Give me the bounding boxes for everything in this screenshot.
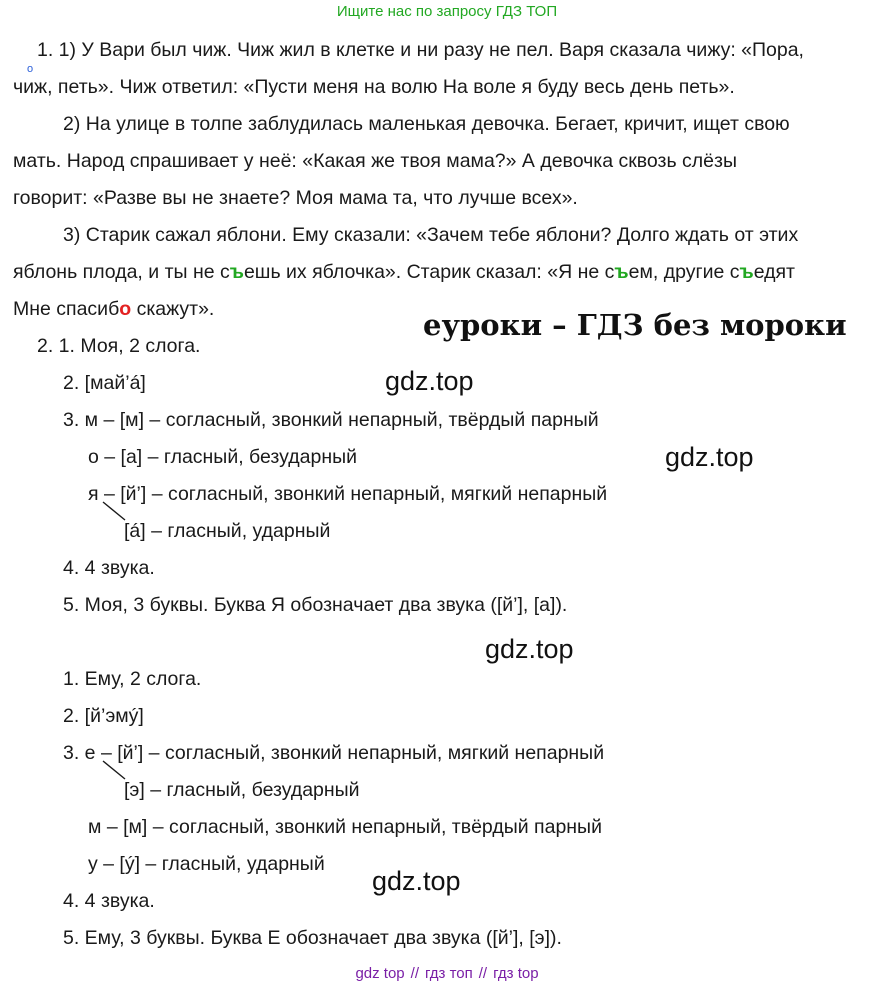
ex1-p1-line1: 1. 1) У Вари был чиж. Чиж жил в клетке и ни разу не пел. Варя сказала чижу: «Пора, [37, 39, 804, 61]
small-circle-mark: o [27, 63, 34, 75]
ex2-w2-line4: [э] – гласный, безударный [124, 779, 360, 801]
ex1-p3-line1: 3) Старик сажал яблони. Ему сказали: «Зачем тебе яблони? Долго ждать от этих [63, 224, 799, 246]
footer-separator: // [410, 965, 419, 982]
highlight-hard-sign: ъ [229, 261, 244, 283]
footer-separator: // [478, 965, 488, 982]
ex2-w2-line8: 5. Ему, 3 буквы. Буква Е обозначает два звука ([й’], [э]). [63, 927, 562, 949]
footer-link-gdz-top-ru[interactable]: гдз топ [425, 965, 473, 982]
watermark: gdz.top [372, 866, 461, 896]
ex1-p2-line3: говорит: «Разве вы не знаете? Моя мама та, что лучше всех». [13, 187, 578, 209]
ex1-p3-line3: Мне спасибо скажут». [13, 298, 215, 320]
ex1-p2-line2: мать. Народ спрашивает у неё: «Какая же твоя мама?» А девочка сквозь слёзы [13, 150, 737, 172]
ex2-w1-line6: [á] – гласный, ударный [124, 520, 331, 542]
ex2-w1-line7: 4. 4 звука. [63, 557, 155, 579]
ex2-w1-line5: я – [й’] – согласный, звонкий непарный, мягкий непарный [88, 483, 608, 505]
ex1-p2-line1: 2) На улице в толпе заблудилась маленькая девочка. Бегает, кричит, ищет свою [63, 113, 790, 135]
ex2-w2-line7: 4. 4 звука. [63, 890, 155, 912]
footer-link-gdz-top-mixed[interactable]: гдз top [493, 965, 539, 982]
highlight-letter-o: о [119, 298, 132, 320]
ex2-w1-line3: 3. м – [м] – согласный, звонкий непарный, твёрдый парный [63, 409, 599, 431]
ex2-w2-line5: м – [м] – согласный, звонкий непарный, твёрдый парный [88, 816, 602, 838]
ex2-w1-line4: о – [а] – гласный, безударный [88, 446, 357, 468]
ex2-w1-line2: 2. [май’á] [63, 372, 146, 394]
ex2-w2-line1: 1. Ему, 2 слога. [63, 668, 202, 690]
brand-slogan: еуроки – ГДЗ без мороки [423, 308, 847, 342]
top-search-link[interactable]: Ищите нас по запросу ГДЗ ТОП [336, 3, 558, 20]
ex1-p1-line2: чиж, петь». Чиж ответил: «Пусти меня на волю На воле я буду весь день петь». [13, 76, 735, 98]
ex2-w1-line1: 2. 1. Моя, 2 слога. [37, 335, 201, 357]
ex2-w1-line8: 5. Моя, 3 буквы. Буква Я обозначает два звука ([й’], [а]). [63, 594, 568, 616]
ex2-w2-line6: у – [ý] – гласный, ударный [88, 853, 325, 875]
ex1-p3-line2: яблонь плода, и ты не съешь их яблочка». Старик сказал: «Я не съем, другие съедят [13, 261, 795, 283]
highlight-hard-sign: ъ [739, 261, 754, 283]
ex2-w2-line2: 2. [й’эмý] [63, 705, 144, 727]
ex2-w2-line3: 3. е – [й’] – согласный, звонкий непарный, мягкий непарный [63, 742, 605, 764]
footer-link-gdz-top[interactable]: gdz top [355, 965, 405, 982]
watermark: gdz.top [385, 366, 474, 396]
watermark: gdz.top [485, 634, 574, 664]
highlight-hard-sign: ъ [614, 261, 629, 283]
watermark: gdz.top [665, 442, 754, 472]
footer-links [0, 965, 894, 982]
